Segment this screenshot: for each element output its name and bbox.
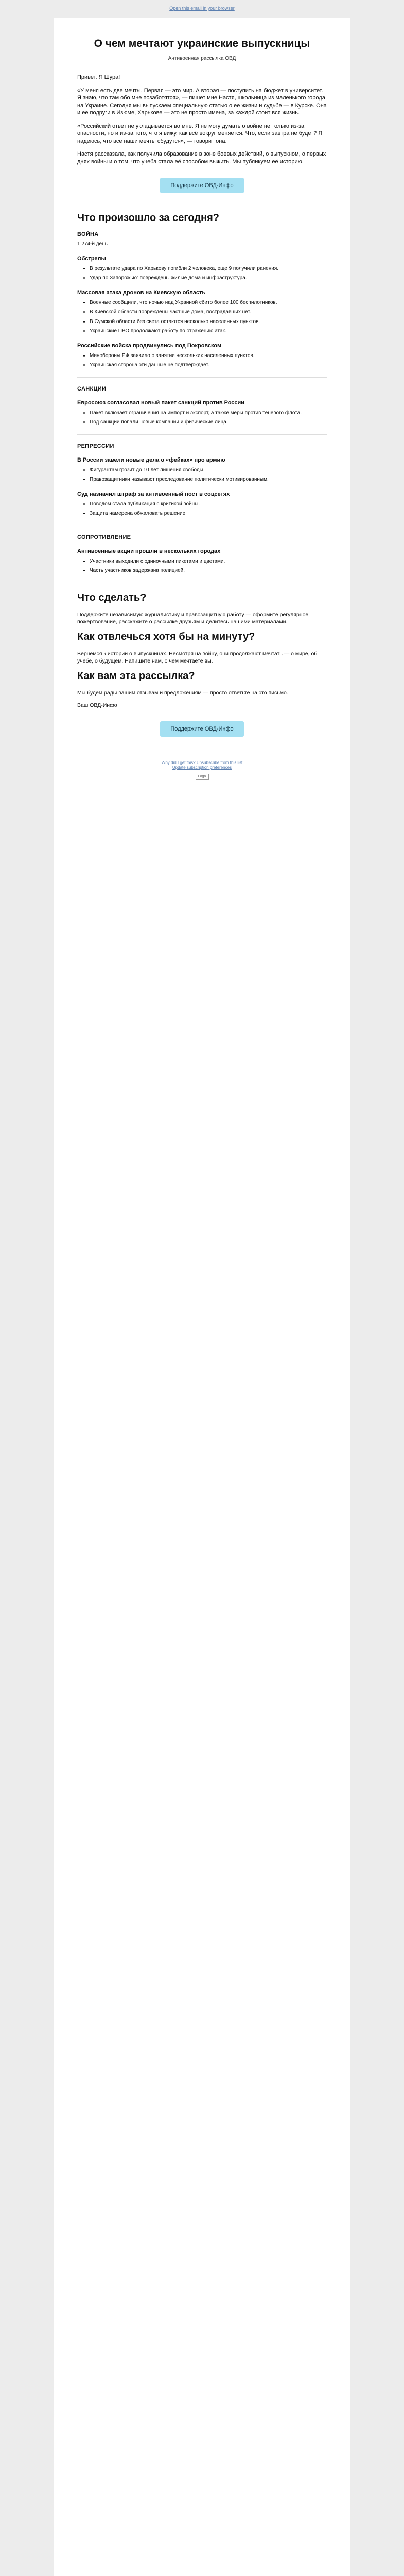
top-note — [0, 0, 404, 15]
news-group-title: Массовая атака дронов на Киевскую область — [77, 289, 206, 296]
section-item-list — [77, 410, 327, 426]
intro-paragraph: Привет. Я Шура! — [77, 74, 120, 80]
news-groups — [77, 255, 327, 369]
what-to-do-text: Поддержите независимую журналистику и правозащитную работу — оформите регулярное пожертвование, расскажите о рассылке друзьям и делитесь нашими материалами. — [77, 611, 309, 625]
preferences-link[interactable]: Update subscription preferences — [172, 765, 232, 770]
email-title: О чем мечтают украинские выпускницы — [94, 38, 310, 49]
distract-heading: Как отвлечься хотя бы на минуту? — [77, 631, 255, 642]
section-label: САНКЦИИ — [77, 385, 107, 392]
unsubscribe-link[interactable]: Why did I get this? Unsubscribe from this list — [161, 760, 243, 765]
news-item: • Украинская сторона эти данные не подтверждает. — [90, 362, 327, 369]
section-item-list — [77, 558, 327, 574]
section-point: • Участники выходили с одиночными пикетами и цветами. — [90, 558, 327, 565]
donate-button[interactable]: Поддержите ОВД-Инфо — [160, 178, 243, 193]
cta-wrap — [77, 178, 327, 193]
what-to-do-heading: Что сделать? — [77, 591, 147, 603]
news-item: • В Сумской области без света остаются несколько населенных пунктов. — [90, 318, 327, 326]
news-item: • Украинские ПВО продолжают работу по отражению атак. — [90, 328, 327, 335]
section-point: • Защита намерена обжаловать решение. — [90, 510, 327, 517]
news-item: • Удар по Запорожью: повреждены жилые дома и инфраструктура. — [90, 275, 327, 282]
section-item-list — [77, 467, 327, 483]
feedback-text: Мы будем рады вашим отзывам и предложениям — просто ответьте на это письмо. — [77, 689, 288, 696]
section-point: • Правозащитники называют преследование политически мотивированным. — [90, 476, 327, 483]
signature: Ваш ОВД-Инфо — [77, 702, 117, 708]
email-card — [54, 18, 350, 2576]
news-group-title: Российские войска продвинулись под Покровском — [77, 342, 222, 349]
news-group-list — [77, 265, 327, 282]
email-subtitle: Антивоенная рассылка ОВД — [168, 56, 236, 61]
intro-paragraph: «У меня есть две мечты. Первая — это мир. А вторая — поступить на бюджет в университет. Я знаю, что там обо мне позаботятся», — пишет мне Настя, школьница из маленького города на Украине. Сегодня мы выпускаем специальную статью о ее жизни и судьбе — в Курске. Она и её подруги в Изюме, Харькове — это не просто имена, за каждой стоит вся жизнь. — [77, 87, 327, 116]
news-item: • В результате удара по Харькову погибли 2 человека, еще 9 получили ранения. — [90, 265, 327, 273]
feedback-heading: Как вам эта рассылка? — [77, 670, 195, 682]
divider — [77, 434, 327, 435]
intro-paragraph: Настя рассказала, как получила образование в зоне боевых действий, о выпускном, о первых днях войны и о том, что учеба стала её способом выжить. Мы публикуем её историю. — [77, 151, 326, 165]
footer — [77, 755, 327, 783]
distract-text: Вернемся к истории о выпускницах. Несмотря на войну, они продолжают мечтать — о мире, об учебе, о будущем. Напишите нам, о чем мечтаете вы. — [77, 650, 318, 664]
intro — [77, 74, 327, 165]
logo-icon: Logo — [196, 774, 209, 780]
section-point: • Фигурантам грозит до 10 лет лишения свободы. — [90, 467, 327, 474]
donate-button-bottom[interactable]: Поддержите ОВД-Инфо — [160, 721, 243, 737]
news-group-list — [77, 352, 327, 369]
section-point: • Под санкции попали новые компании и физические лица. — [90, 419, 327, 426]
section-item-title: Евросоюз согласовал новый пакет санкций против России — [77, 399, 245, 406]
war-label: ВОЙНА — [77, 231, 99, 238]
war-day: 1 274-й день — [77, 241, 108, 247]
news-item: • В Киевской области повреждены частные дома, пострадавших нет. — [90, 309, 327, 316]
news-item: • Военные сообщили, что ночью над Украиной сбито более 100 беспилотников. — [90, 299, 327, 307]
sections — [77, 377, 327, 574]
section-point: • Часть участников задержана полицией. — [90, 567, 327, 574]
section-item-list — [77, 501, 327, 517]
section-item-title: Антивоенные акции прошли в нескольких городах — [77, 548, 221, 554]
intro-paragraph: «Российский ответ не укладывается во мне. Я не могу думать о войне не только из-за опасности, но и из-за того, что я вижу, как всё вокруг меняется. Что, если завтра не будет? Я надеюсь, что все наши мечты сбудутся», — говорит она. — [77, 123, 323, 144]
cta-wrap-bottom — [77, 721, 327, 737]
divider — [77, 377, 327, 378]
news-group-list — [77, 299, 327, 335]
section-label: РЕПРЕССИИ — [77, 443, 114, 449]
open-in-browser-link[interactable]: Open this email in your browser — [169, 6, 235, 11]
section-item-title: В России завели новые дела о «фейках» про армию — [77, 456, 225, 463]
news-item: • Минобороны РФ заявило о занятии нескольких населенных пунктов. — [90, 352, 327, 360]
section-point: • Поводом стала публикация с критикой войны. — [90, 501, 327, 508]
section-item-title: Суд назначил штраф за антивоенный пост в соцсетях — [77, 490, 230, 497]
section-label: СОПРОТИВЛЕНИЕ — [77, 534, 131, 540]
section-point: • Пакет включает ограничения на импорт и экспорт, а также меры против теневого флота. — [90, 410, 327, 417]
news-group-title: Обстрелы — [77, 255, 106, 262]
news-heading: Что произошло за сегодня? — [77, 212, 219, 224]
